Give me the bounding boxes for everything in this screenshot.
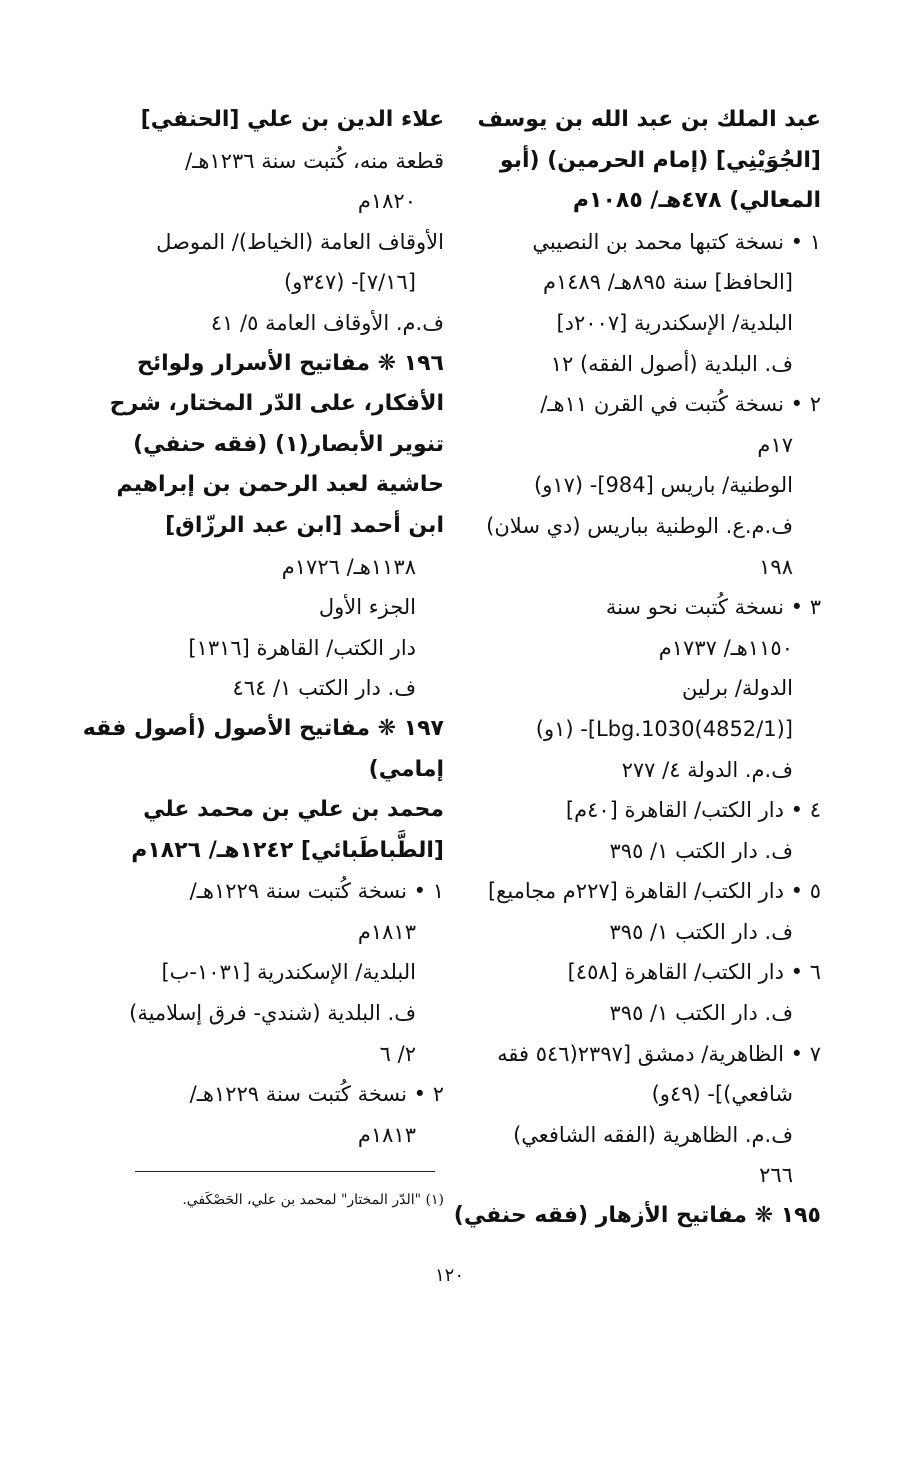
- manuscript-detail: ١١٣٨هـ/ ١٧٢٦م: [281, 554, 416, 579]
- manuscript-detail: ف. دار الكتب ١/ ٤٦٤: [232, 676, 416, 701]
- manuscript-detail: [الحافظ] سنة ٨٩٥هـ/ ١٤٨٩م: [542, 270, 793, 295]
- manuscript-detail: ١٩٨: [759, 554, 793, 579]
- entry-author-line: محمد بن علي بن محمد علي: [143, 797, 444, 823]
- entry-title-line: الأفكار، على الدّر المختار، شرح: [109, 391, 444, 417]
- footnote: (١) "الدّر المختار" لمحمد بن علي، الحَصْكَفي.: [182, 1192, 444, 1208]
- manuscript-detail: [٧/١٦]- (٣٤٧و): [284, 270, 416, 295]
- entry-title-line: تنوير الأبصار(١) (فقه حنفي): [133, 431, 444, 457]
- manuscript-detail: ف. البلدية (شندي- فرق إسلامية): [129, 1001, 416, 1026]
- manuscript-detail: دار الكتب/ القاهرة [١٣١٦]: [188, 635, 416, 660]
- entry-author-line: حاشية لعبد الرحمن بن إبراهيم: [116, 472, 444, 498]
- manuscript-detail: ف.م. الأوقاف العامة ٥/ ٤١: [210, 310, 444, 335]
- manuscript-detail: ف.م. الظاهرية (الفقه الشافعي): [513, 1122, 793, 1147]
- manuscript-detail: الوطنية/ باريس [984]- (١٧و): [534, 473, 793, 498]
- manuscript-detail: شافعي)]- (٤٩و): [651, 1082, 793, 1107]
- manuscript-item: ٤ • دار الكتب/ القاهرة [٤٠م]: [565, 798, 821, 823]
- right-column: [453, 100, 821, 1237]
- manuscript-detail: ١٨٢٠م: [357, 189, 416, 214]
- left-column: [82, 100, 444, 1155]
- manuscript-detail: ١٨١٣م: [357, 919, 416, 944]
- manuscript-detail: قطعة منه، كُتبت سنة ١٢٣٦هـ/: [185, 148, 444, 173]
- manuscript-item: ٥ • دار الكتب/ القاهرة [٢٢٧م مجاميع]: [487, 879, 821, 904]
- page-number: ١٢٠: [434, 1265, 464, 1286]
- manuscript-detail: ف. البلدية (أصول الفقه) ١٢: [550, 351, 793, 376]
- manuscript-detail: ف. دار الكتب ١/ ٣٩٥: [609, 838, 793, 863]
- manuscript-detail: ٢٦٦: [759, 1163, 793, 1188]
- entry-author-line: عبد الملك بن عبد الله بن يوسف: [477, 107, 821, 132]
- footnote-divider: [135, 1171, 435, 1172]
- manuscript-item: ١ • نسخة كتبها محمد بن النصيبي: [532, 229, 821, 254]
- manuscript-detail: الجزء الأول: [318, 595, 416, 620]
- entry-author-line: [الجُوَيْنِي] (إمام الحرمين) (أبو: [499, 147, 821, 173]
- manuscript-detail: ٢/ ٦: [379, 1041, 416, 1066]
- entry-author-line: ابن أحمد [ابن عبد الرزّاق]: [165, 512, 444, 538]
- manuscript-detail: الأوقاف العامة (الخياط)/ الموصل: [156, 229, 444, 254]
- manuscript-detail: ١٨١٣م: [357, 1122, 416, 1147]
- entry-title-line: إمامي): [368, 756, 444, 782]
- manuscript-item: ٢ • نسخة كُتبت في القرن ١١هـ/: [540, 392, 821, 417]
- manuscript-item: ٧ • الظاهرية/ دمشق [٢٣٩٧(٥٤٦ فقه: [497, 1041, 821, 1066]
- manuscript-item: ١ • نسخة كُتبت سنة ١٢٢٩هـ/: [189, 879, 444, 904]
- manuscript-detail: البلدية/ الإسكندرية [١٠٣١-ب]: [161, 960, 416, 985]
- manuscript-detail: ف.م.ع. الوطنية بباريس (دي سلان): [486, 513, 793, 538]
- manuscript-item: ٦ • دار الكتب/ القاهرة [٤٥٨]: [567, 960, 821, 985]
- manuscript-detail: البلدية/ الإسكندرية [٢٠٠٧د]: [556, 310, 793, 335]
- manuscript-item: ٣ • نسخة كُتبت نحو سنة: [605, 595, 821, 620]
- manuscript-detail: ف.م. الدولة ٤/ ٢٧٧: [621, 757, 793, 782]
- manuscript-detail: ف. دار الكتب ١/ ٣٩٥: [609, 1001, 793, 1026]
- entry-title-195: ١٩٥ ❋ مفاتيح الأزهار (فقه حنفي): [453, 1203, 821, 1229]
- manuscript-detail: ١٧م: [757, 432, 793, 457]
- manuscript-detail: [(4852/1)Lbg.1030]- (١و): [535, 716, 793, 741]
- manuscript-item: ٢ • نسخة كُتبت سنة ١٢٢٩هـ/: [189, 1082, 444, 1107]
- entry-author-line: علاء الدين بن علي [الحنفي]: [140, 107, 444, 132]
- entry-title-197: ١٩٧ ❋ مفاتيح الأصول (أصول فقه: [82, 715, 444, 741]
- entry-title-196: ١٩٦ ❋ مفاتيح الأسرار ولوائح: [136, 350, 444, 376]
- manuscript-detail: الدولة/ برلين: [682, 676, 793, 701]
- manuscript-detail: ١١٥٠هـ/ ١٧٣٧م: [658, 635, 793, 660]
- entry-author-line: [الطَّباطَبائي] ١٢٤٢هـ/ ١٨٢٦م: [131, 837, 444, 863]
- entry-author-line: المعالي) ٤٧٨هـ/ ١٠٨٥م: [572, 188, 821, 214]
- manuscript-detail: ف. دار الكتب ١/ ٣٩٥: [609, 919, 793, 944]
